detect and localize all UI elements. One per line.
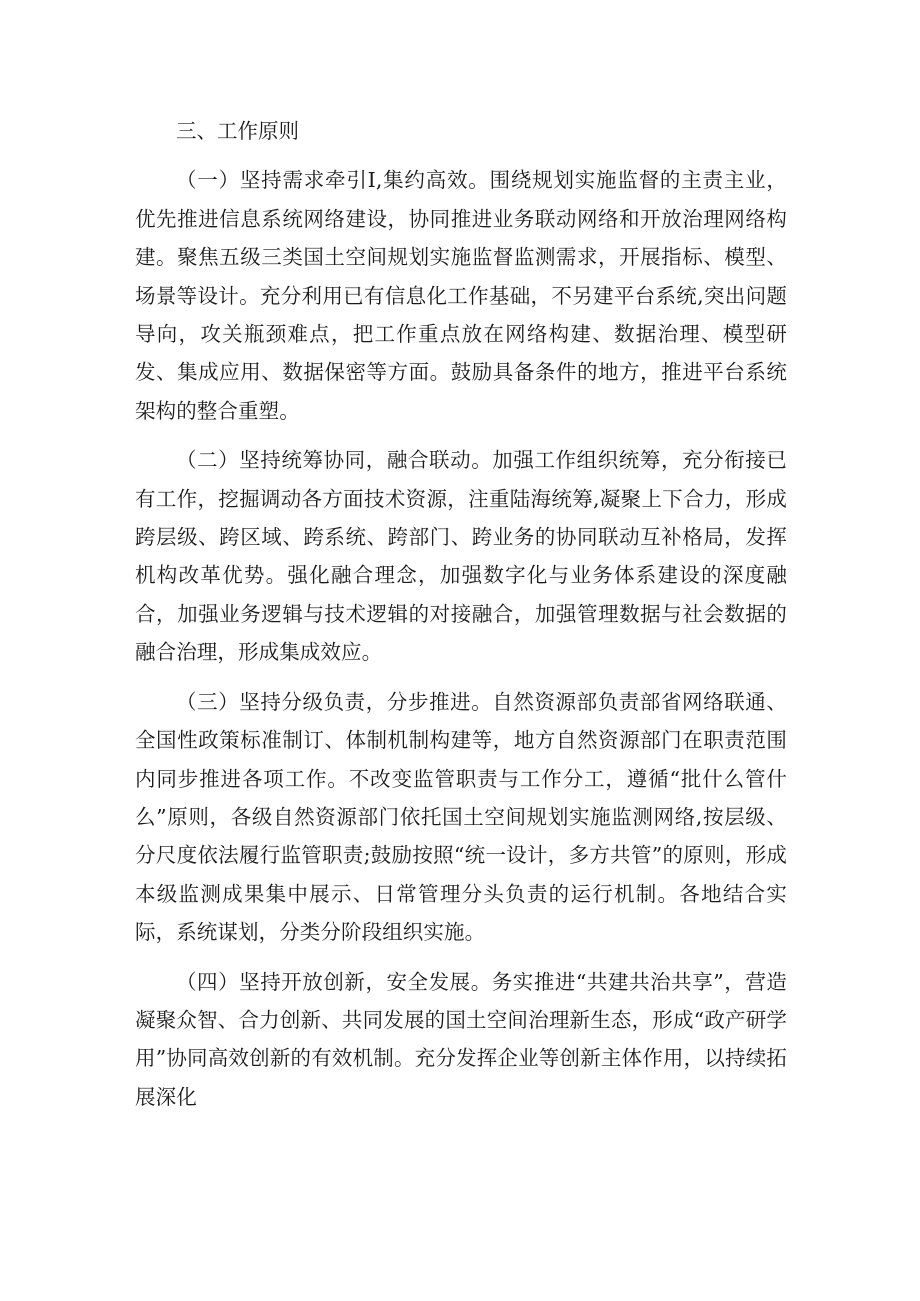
paragraph-principle-2: （二）坚持统筹协同，融合联动。加强工作组织统筹，充分衔接已有工作，挖掘调动各方面技术资源，注重陆海统筹,凝聚上下合力，形成跨层级、跨区域、跨系统、跨部门、跨业务的协同联动互补格局，发挥机构改革优势。强化融合理念，加强数字化与业务体系建设的深度融合，加强业务逻辑与技术逻辑的对接融合，加强管理数据与社会数据的融合治理，形成集成效应。 xyxy=(135,448,787,665)
document-body xyxy=(135,112,787,1116)
paragraph-principle-4: （四）坚持开放创新，安全发展。务实推进“共建共治共享”，营造凝聚众智、合力创新、共同发展的国土空间治理新生态，形成“政产研学用”协同高效创新的有效机制。充分发挥企业等创新主体作用，以持续拓展深化 xyxy=(135,969,787,1109)
section-heading: 三、工作原则 xyxy=(176,119,299,143)
paragraph-principle-3: （三）坚持分级负责，分步推进。自然资源部负责部省网络联通、全国性政策标准制订、体制机制构建等，地方自然资源部门在职责范围内同步推进各项工作。不改变监管职责与工作分工，遵循“批什么管什么”原则，各级自然资源部门依托国土空间规划实施监测网络,按层级、分尺度依法履行监管职责;鼓励按照“统一设计，多方共管”的原则，形成本级监测成果集中展示、日常管理分头负责的运行机制。各地结合实际，系统谋划，分类分阶段组织实施。 xyxy=(135,689,787,945)
paragraph-principle-1: （一）坚持需求牵引I,集约高效。围绕规划实施监督的主责主业，优先推进信息系统网络建设，协同推进业务联动网络和开放治理网络构建。聚焦五级三类国土空间规划实施监督监测需求，开展指标、模型、场景等设计。充分利用已有信息化工作基础，不另建平台系统,突出问题导向，攻关瓶颈难点，把工作重点放在网络构建、数据治理、模型研发、集成应用、数据保密等方面。鼓励具备条件的地方，推进平台系统架构的整合重塑。 xyxy=(135,168,787,423)
